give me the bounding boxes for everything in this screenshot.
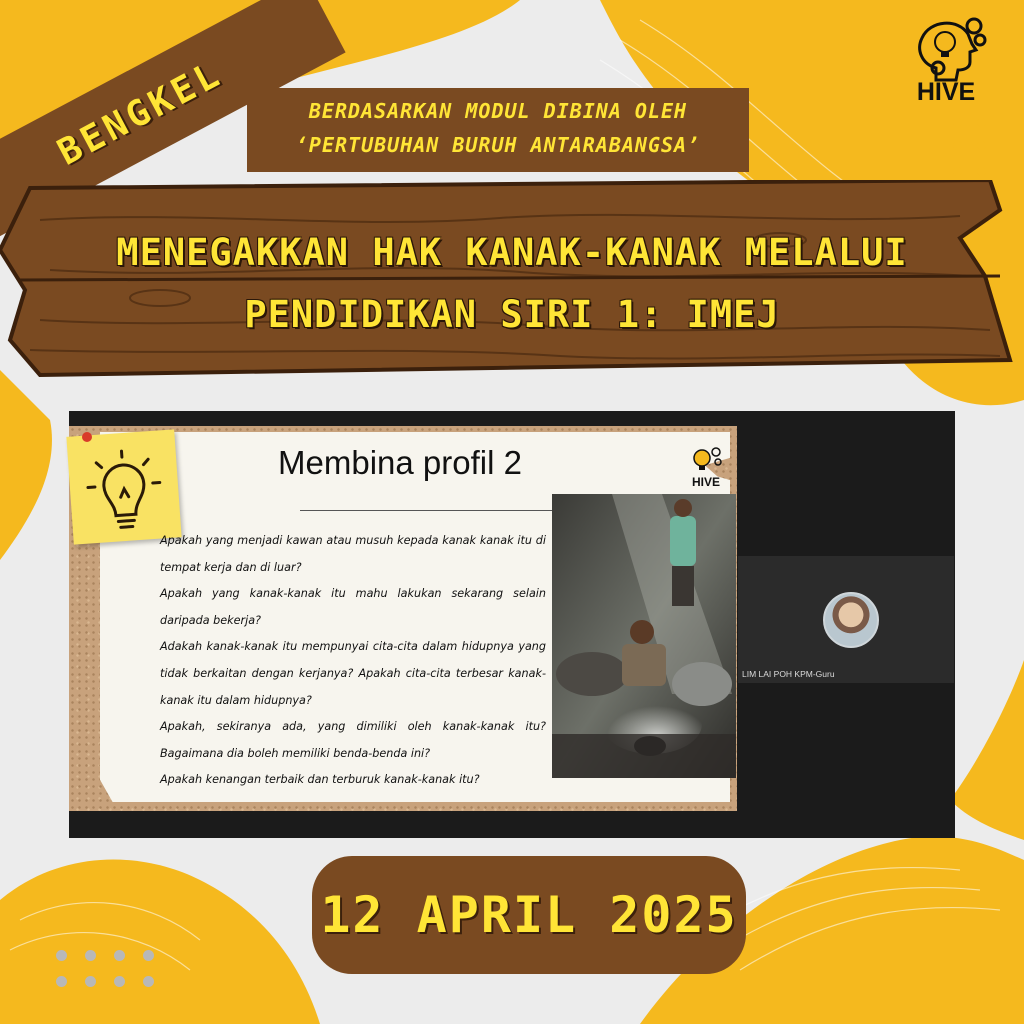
decor-dot <box>953 167 962 176</box>
logo-text: HIVE <box>916 78 976 106</box>
decor-dot <box>977 141 986 150</box>
question-5: Apakah kenangan terbaik dan terburuk kanak-kanak itu? <box>160 773 480 787</box>
question-1: Apakah yang menjadi kawan atau musuh kepada kanak kanak itu di tempat kerja dan di luar? <box>160 534 546 574</box>
title-line-1: MENEGAKKAN HAK KANAK-KANAK MELALUI <box>116 231 908 274</box>
subtitle-line-2: ‘PERTUBUHAN BURUH ANTARABANGSA’ <box>295 133 701 157</box>
decor-dot <box>977 167 986 176</box>
workshop-title <box>20 222 1004 346</box>
pin-icon <box>82 432 92 442</box>
slide-questions <box>160 528 546 794</box>
subtitle-line-1: BERDASARKAN MODUL DIBINA OLEH <box>308 99 688 123</box>
event-date: 12 APRIL 2025 <box>320 886 738 944</box>
decor-dot <box>143 976 154 987</box>
child-labour-photo <box>552 494 736 778</box>
decor-dot <box>114 950 125 961</box>
question-2: Apakah yang kanak-kanak itu mahu lakukan sekarang selain daripada bekerja? <box>160 587 546 627</box>
slide-logo-text: HIVE <box>691 475 720 489</box>
question-3: Adakah kanak-kanak itu mempunyai cita-cita dalam hidupnya yang tidak berkaitan dengan kerjanya? Apakah cita-cita terbesar kanak-kanak itu dalam hidupnya? <box>160 640 546 707</box>
decor-dot <box>114 976 125 987</box>
participant-name: LIM LAI POH KPM-Guru <box>742 669 835 679</box>
question-4: Apakah, sekiranya ada, yang dimiliki oleh kanak-kanak itu? Bagaimana dia boleh memiliki benda-benda ini? <box>160 720 546 760</box>
decor-dot <box>143 950 154 961</box>
slide-title: Membina profil 2 <box>278 444 522 481</box>
decor-dot <box>56 976 67 987</box>
decor-dot <box>56 950 67 961</box>
decor-dot <box>977 118 986 127</box>
decor-dot <box>953 141 962 150</box>
date-badge <box>312 856 746 974</box>
title-line-2: PENDIDIKAN SIRI 1: IMEJ <box>244 293 780 336</box>
subtitle-box <box>247 88 749 172</box>
decor-dot <box>85 976 96 987</box>
ribbon-label: BENGKEL <box>51 52 229 174</box>
decor-dot <box>953 118 962 127</box>
decor-dot <box>85 950 96 961</box>
avatar <box>823 592 879 648</box>
